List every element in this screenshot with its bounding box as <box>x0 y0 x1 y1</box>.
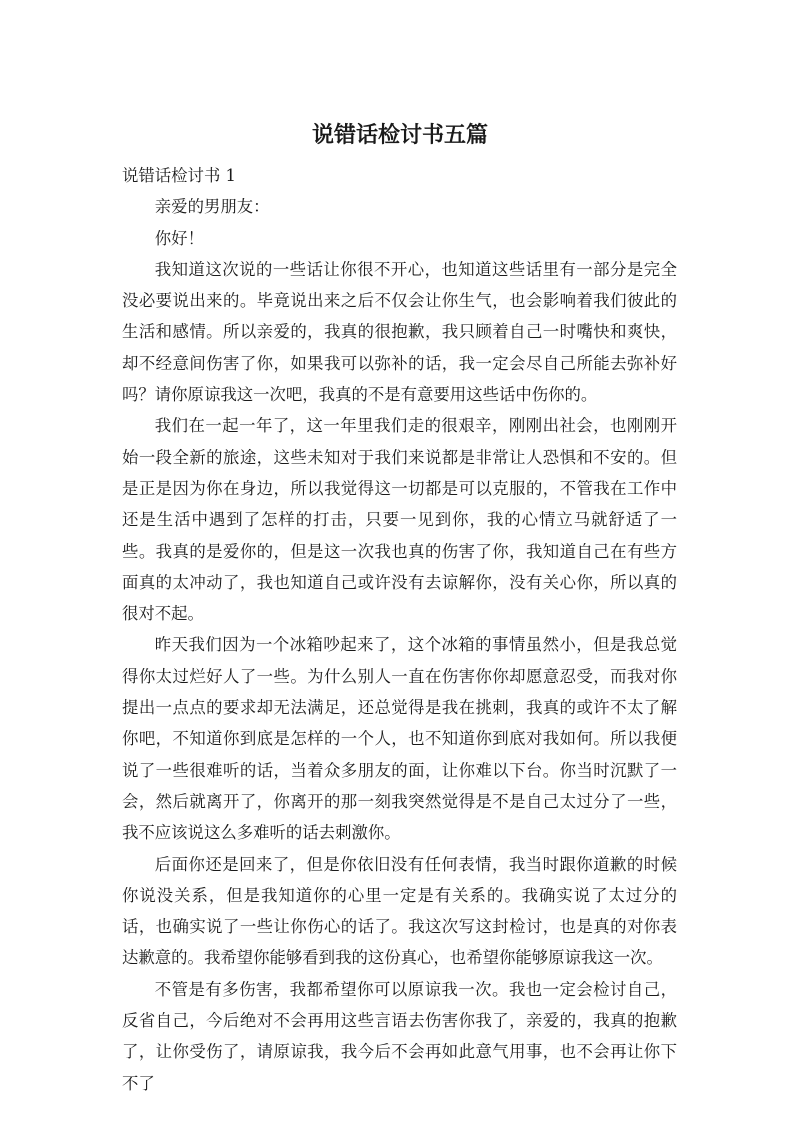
greeting: 你好！ <box>154 228 204 248</box>
body-paragraph: 后面你还是回来了，但是你依旧没有任何表情，我当时跟你道歉的时候你说没关系，但是我知道你的心里一定是有关系的。我确实说了太过分的话，也确实说了一些让你伤心的话了。我这次写这封检讨，也是真的对你表达歉意的。我希望你能够看到我的这份真心，也希望你能够原谅我这一次。 <box>122 854 677 968</box>
salutation: 亲爱的男朋友： <box>154 197 270 217</box>
document-body <box>122 160 677 1099</box>
body-paragraph: 我们在一起一年了，这一年里我们走的很艰辛，刚刚出社会，也刚刚开始一段全新的旅途，这些未知对于我们来说都是非常让人恐惧和不安的。但是正是因为你在身边，所以我觉得这一切都是可以克服的，不管我在工作中还是生活中遇到了怎样的打击，只要一见到你，我的心情立马就舒适了一些。我真的是爱你的，但是这一次我也真的伤害了你，我知道自己在有些方面真的太冲动了，我也知道自己或许没有去谅解你，没有关心你，所以真的很对不起。 <box>122 416 677 624</box>
section-label: 说错话检讨书 1 <box>122 166 236 185</box>
body-paragraph: 我知道这次说的一些话让你很不开心，也知道这些话里有一部分是完全没必要说出来的。毕竟说出来之后不仅会让你生气，也会影响着我们彼此的生活和感情。所以亲爱的，我真的很抱歉，我只顾着自己一时嘴快和爽快，却不经意间伤害了你，如果我可以弥补的话，我一定会尽自己所能去弥补好吗？请你原谅我这一次吧，我真的不是有意要用这些话中伤你的。 <box>122 259 677 405</box>
body-paragraph: 昨天我们因为一个冰箱吵起来了，这个冰箱的事情虽然小，但是我总觉得你太过烂好人了一些。为什么别人一直在伤害你你却愿意忍受，而我对你提出一点点的要求却无法满足，还总觉得是我在挑刺，我真的或许不太了解你吧，不知道你到底是怎样的一个人，也不知道你到底对我如何。所以我便说了一些很难听的话，当着众多朋友的面，让你难以下台。你当时沉默了一会，然后就离开了，你离开的那一刻我突然觉得是不是自己太过分了一些，我不应该说这么多难听的话去刺激你。 <box>122 635 677 843</box>
document-title: 说错话检讨书五篇 <box>311 123 488 148</box>
body-paragraph: 不管是有多伤害，我都希望你可以原谅我一次。我也一定会检讨自己，反省自己，今后绝对不会再用这些言语去伤害你我了，亲爱的，我真的抱歉了，让你受伤了，请原谅我，我今后不会再如此意气用事，也不会再让你下不了 <box>122 979 677 1093</box>
